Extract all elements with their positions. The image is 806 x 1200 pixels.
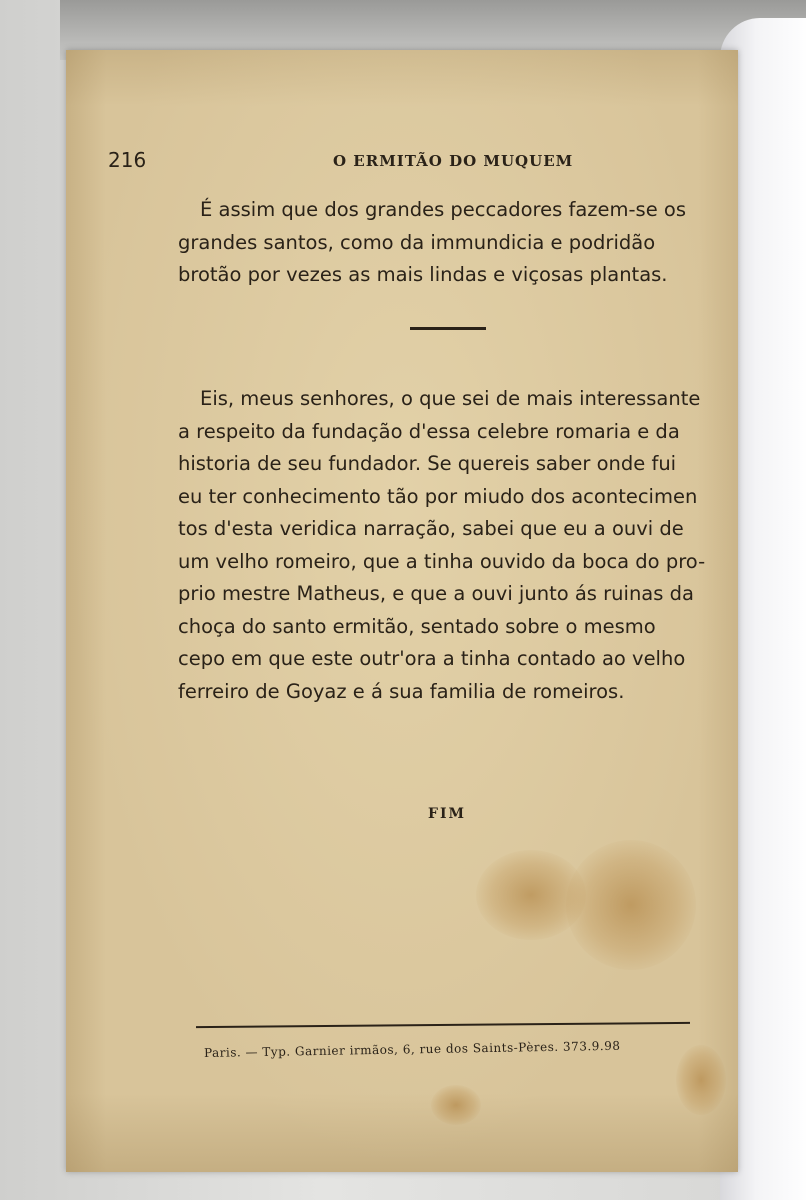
text-line: tos d'esta veridica narração, sabei que eu a ouvi de (178, 517, 684, 540)
text-line: cepo em que este outr'ora a tinha contado ao velho (178, 647, 686, 670)
paragraph-1 (178, 194, 710, 292)
text-line: Eis, meus senhores, o que sei de mais interessante (200, 387, 701, 410)
text-line: um velho romeiro, que a tinha ouvido da boca do pro- (178, 549, 706, 573)
text-line: historia de seu fundador. Se quereis saber onde fui (178, 452, 677, 475)
printer-imprint: Paris. — Typ. Garnier irmãos, 6, rue dos Saints-Pères. 373.9.98 (203, 1038, 621, 1060)
text-line: prio mestre Matheus, e que a ouvi junto ás ruinas da (178, 582, 694, 605)
text-line: eu ter conhecimento tão por miudo dos acontecimen (178, 484, 698, 508)
text-line: brotão por vezes as mais lindas e viçosas plantas. (178, 263, 668, 286)
text-line: a respeito da fundação d'essa celebre romaria e da (178, 419, 680, 443)
page-number: 216 (108, 148, 147, 172)
end-mark: FIM (428, 806, 466, 822)
text-line: choça do santo ermitão, sentado sobre o mesmo (178, 614, 656, 638)
paragraph-2 (178, 383, 708, 708)
foxing-stain (676, 1045, 726, 1115)
text-line: É assim que dos grandes peccadores fazem-se os (200, 198, 686, 221)
page-header (108, 140, 718, 180)
foxing-stain (431, 1085, 481, 1125)
section-divider (410, 327, 486, 330)
foxing-stain (566, 840, 696, 970)
running-title: O ERMITÃO DO MUQUEM (333, 152, 574, 170)
text-line: grandes santos, como da immundicia e podridão (178, 230, 656, 254)
text-line: ferreiro de Goyaz e á sua familia de romeiros. (178, 679, 625, 703)
